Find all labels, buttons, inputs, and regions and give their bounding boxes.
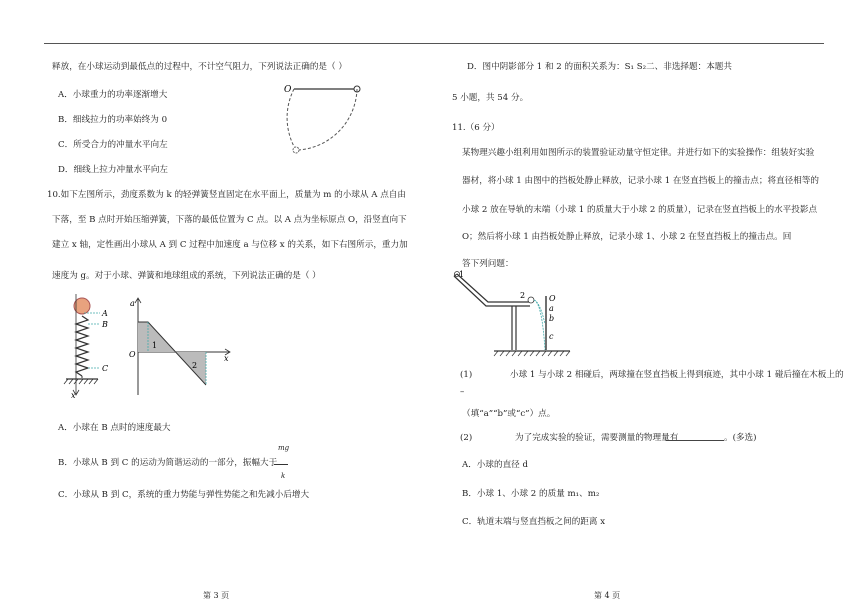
apparatus-label-a: a: [549, 304, 554, 313]
apparatus-label-1: 1: [459, 270, 465, 279]
sub2-tail: 。(多选): [724, 433, 757, 443]
q10-option-a: A．小球在 B 点时的速度最大: [58, 423, 171, 433]
apparatus-figure: [450, 268, 590, 358]
q11-line-2: 器材，将小球 1 由图中的挡板处静止释放，记录小球 1 在竖直挡板上的撞击点；将直径相等的: [462, 176, 820, 186]
q11-option-a: A．小球的直径 d: [462, 460, 529, 470]
q11-line-1: 某物理兴趣小组利用如图所示的装置验证动量守恒定律。并进行如下的实验操作：组装好实验: [462, 148, 815, 158]
sub1-text: 小球 1 与小球 2 相碰后，两球撞在竖直挡板上得到痕迹，其中小球 1 碰后撞在木板上的: [510, 370, 844, 380]
q10-line-3: 建立 x 轴，定性画出小球从 A 到 C 过程中加速度 a 与位移 x 的关系，如下右图所示，重力加: [52, 240, 408, 250]
header-rule: [44, 43, 824, 44]
graph-label-2: 2: [192, 361, 198, 370]
graph-label-x: x: [224, 354, 229, 363]
q9-option-d: D．细线上拉力冲量水平向左: [58, 165, 169, 175]
apparatus-label-c: c: [549, 332, 554, 341]
q9-option-c: C．所受合力的冲量水平向左: [58, 140, 168, 150]
graph-label-a: a: [130, 299, 135, 308]
q10-line-1: 10.如下左图所示，劲度系数为 k 的轻弹簧竖直固定在水平面上，质量为 m 的小球从 A 点自由: [47, 190, 406, 200]
q9-stem: 释放，在小球运动到最低点的过程中，不计空气阻力，下列说法正确的是（ ）: [52, 62, 347, 72]
page-number-right: 第 4 页: [594, 591, 621, 600]
graph-label-o: O: [129, 350, 136, 359]
q11-head: 11.（6 分）: [452, 123, 500, 133]
q10-line-2: 下落，至 B 点时开始压缩弹簧，下落的最低位置为 C 点。以 A 点为坐标原点 O，沿竖直向下: [52, 215, 407, 225]
apparatus-label-2: 2: [520, 291, 526, 300]
sub2-text: 为了完成实验的验证，需要测量的物理量有: [515, 433, 679, 443]
spring-label-a: A: [102, 309, 108, 318]
apparatus-label-b: b: [549, 314, 555, 323]
section-line: 5 小题，共 54 分。: [452, 93, 529, 103]
sub1-number: (1): [460, 370, 473, 380]
spring-label-c: C: [102, 364, 109, 373]
apparatus-label-o: O: [549, 294, 556, 303]
page-number-left: 第 3 页: [203, 591, 230, 600]
q10-line-4: 速度为 g。对于小球、弹簧和地球组成的系统，下列说法正确的是（ ）: [52, 271, 321, 281]
q11-line-3: 小球 2 放在导轨的末端（小球 1 的质量大于小球 2 的质量），记录在竖直挡板上的水平投影点: [462, 205, 818, 215]
q11-line-5: 答下列问题：: [462, 259, 514, 269]
fraction-numerator: mg: [278, 444, 290, 452]
answer-blank[interactable]: [666, 434, 724, 441]
spring-figure: [60, 294, 120, 400]
acceleration-graph: [126, 297, 236, 397]
q10-option-d: D．图中阴影部分 1 和 2 的面积关系为：S₁ S₂二、非选择题：本题共: [467, 62, 732, 72]
sub1-dash: –: [460, 387, 465, 397]
spring-label-b: B: [102, 320, 108, 329]
sub2-number: (2): [460, 433, 473, 443]
graph-label-1: 1: [152, 341, 158, 350]
q9-option-b: B．细线拉力的功率始终为 0: [58, 115, 168, 125]
pendulum-figure: [284, 80, 374, 160]
fraction-bar: [274, 464, 288, 465]
q11-option-c: C．轨道末端与竖直挡板之间的距离 x: [462, 517, 606, 527]
q11-line-4: O；然后将小球 1 由挡板处静止释放，记录小球 1、小球 2 在竖直挡板上的撞击点。回: [462, 232, 792, 242]
q10-option-c: C．小球从 B 到 C，系统的重力势能与弹性势能之和先减小后增大: [58, 490, 310, 500]
sub1-fill: （填“a”“b”或“c”）点。: [462, 409, 556, 419]
pendulum-label-o: O: [284, 85, 292, 95]
fraction-denominator: k: [281, 472, 286, 480]
q10-option-b: B．小球从 B 到 C 的运动为简谐运动的一部分，振幅大于: [58, 458, 278, 468]
q11-option-b: B．小球 1、小球 2 的质量 m₁、m₂: [462, 489, 600, 499]
spring-label-x: x: [71, 391, 76, 400]
q9-option-a: A．小球重力的功率逐渐增大: [58, 90, 168, 100]
